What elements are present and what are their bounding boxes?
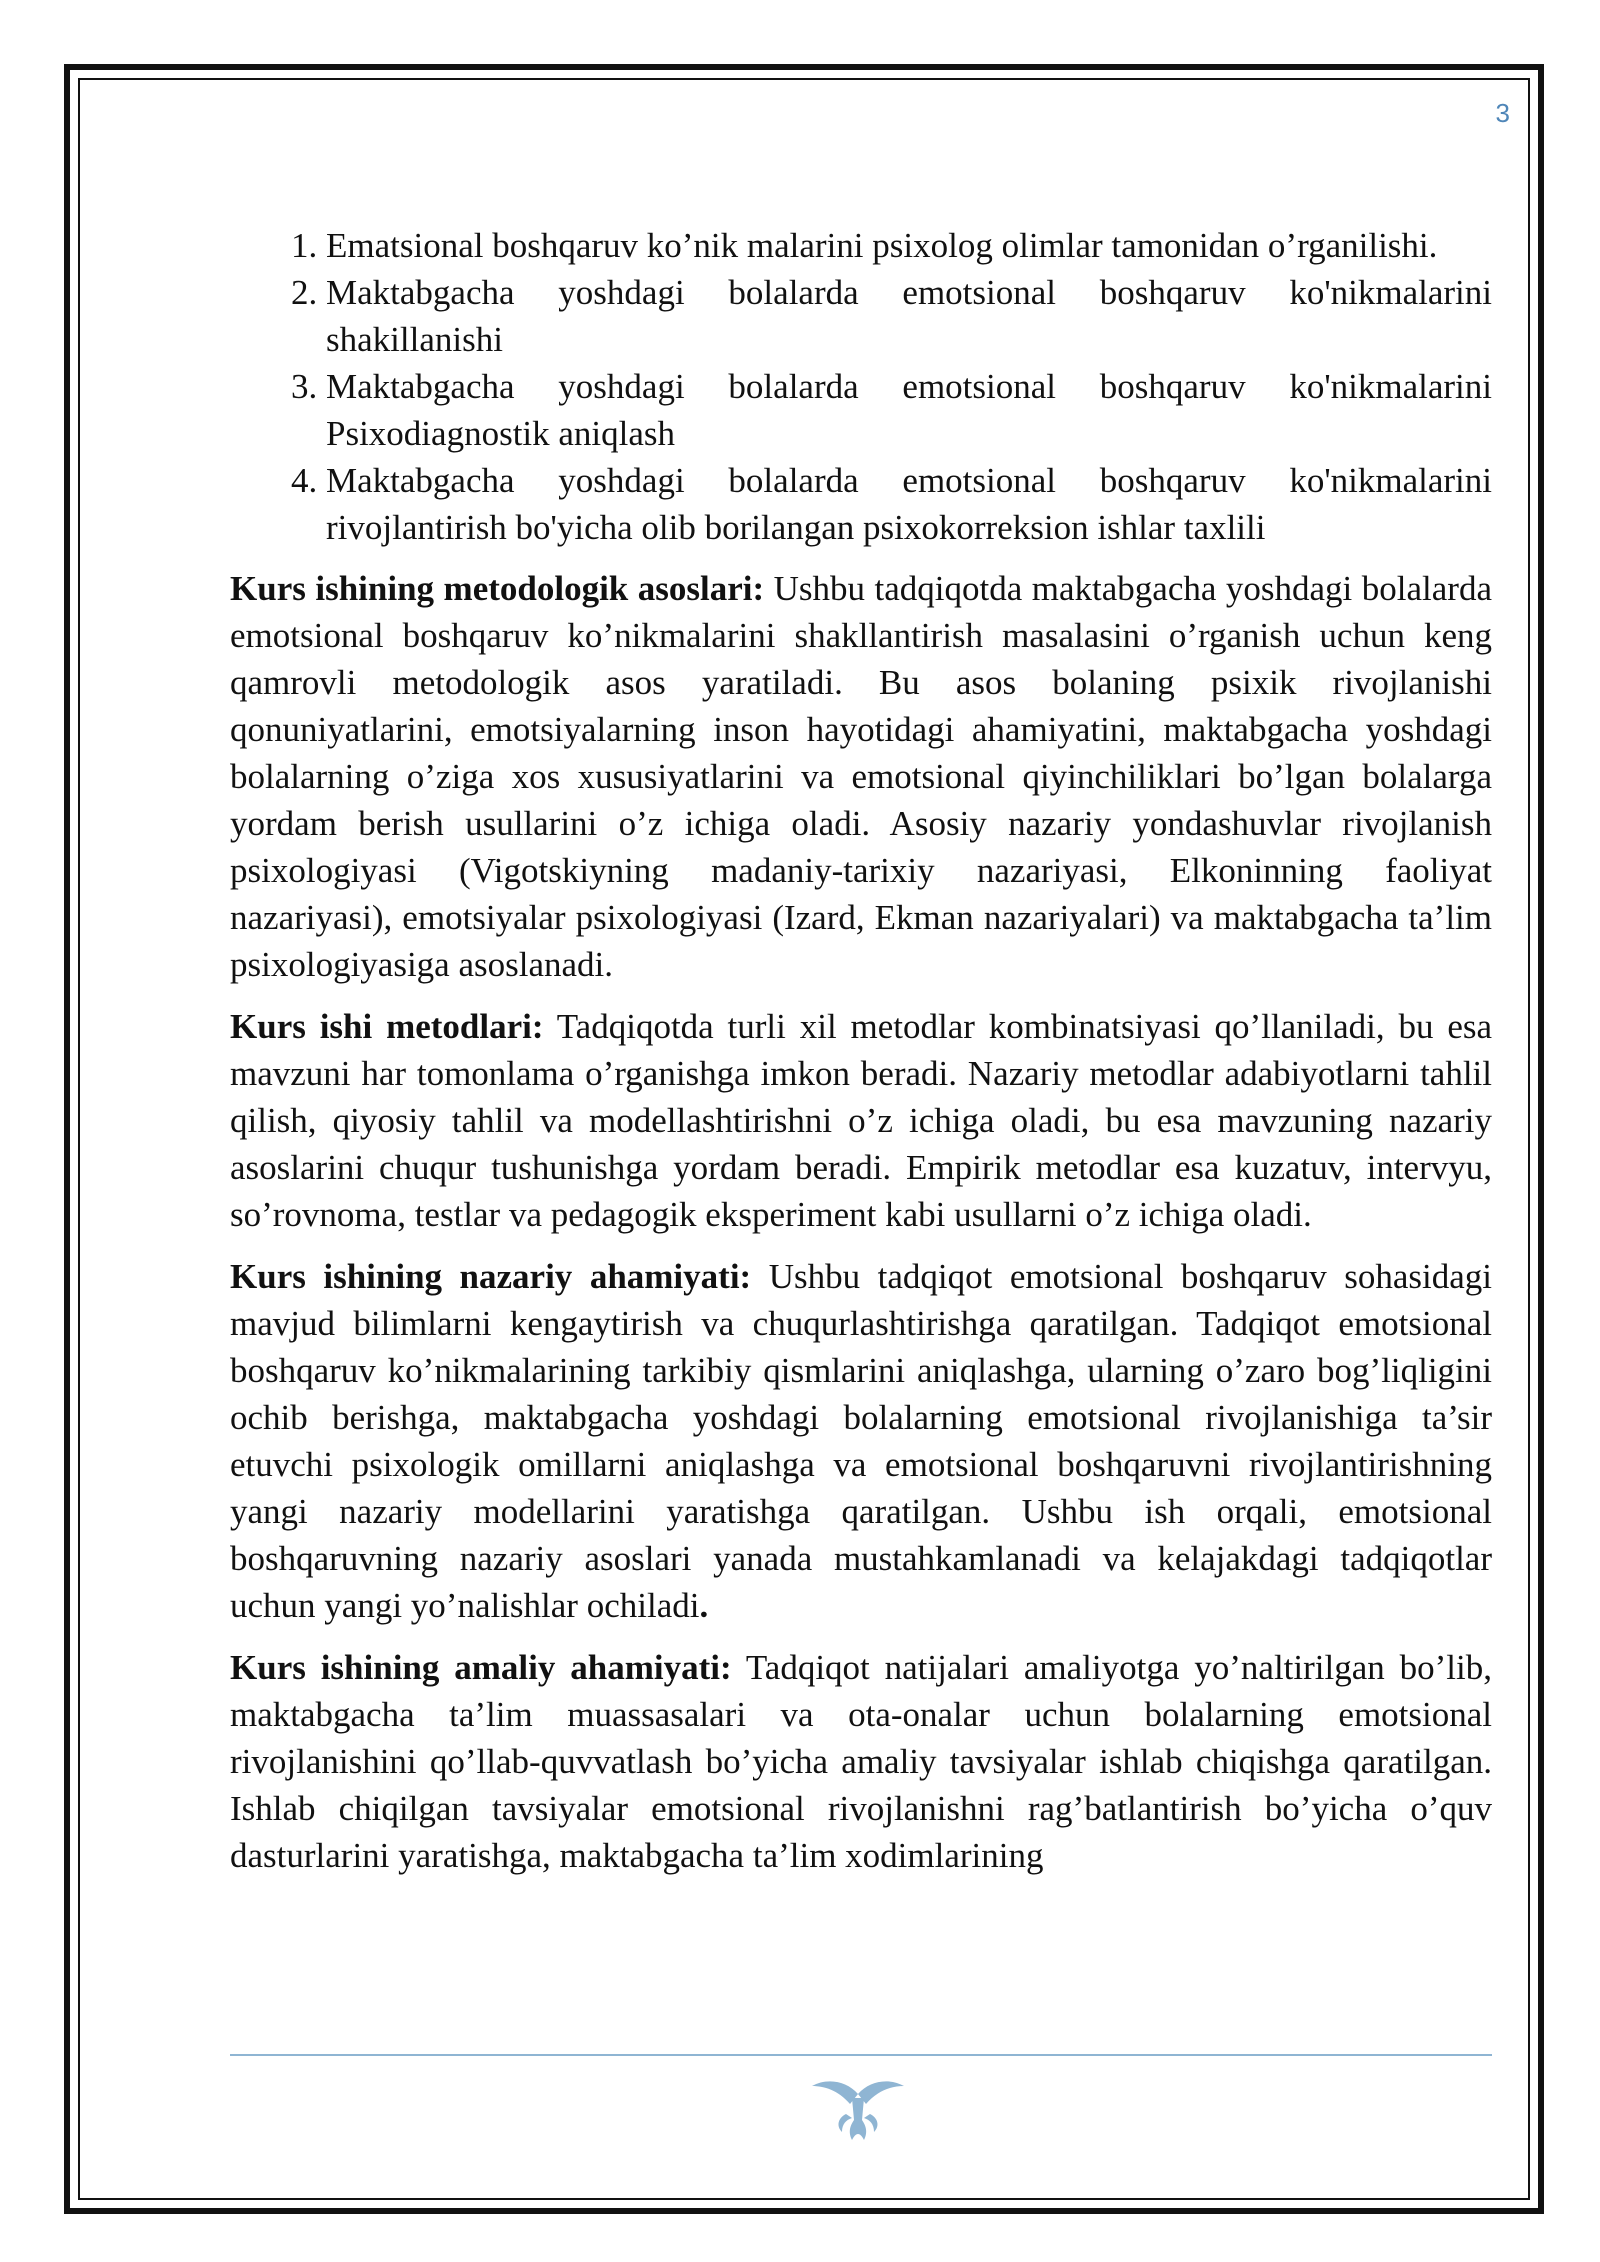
section-text: Ushbu tadqiqotda maktabgacha yoshdagi bolalarda emotsional boshqaruv ko’nikmalarini shakllantirish masalasini o’rganish uchun keng qamrovli metodologik asos yaratiladi. Bu asos bolaning psixik rivojlanishi qonuniyatlarini, emotsiyalarning inson hayotidagi ahamiyatini, maktabgacha yoshdagi bolalarning o’ziga xos xususiyatlarini va emotsional qiyinchiliklari bo’lgan bolalarga yordam berish usullarini o’z ichiga oladi. Asosiy nazariy yondashuvlar rivojlanish psixologiyasi (Vigotskiyning madaniy-tarixiy nazariyasi, Elkoninning faoliyat nazariyasi), emotsiyalar psixologiyasi (Izard, Ekman nazariyalari) va maktabgacha ta’lim psixologiyasiga asoslanadi. [230,569,1492,984]
goals-list-item: 3. Maktabgacha yoshdagi bolalarda emotsional boshqaruv ko'nikmalarini Psixodiagnostik aniqlash [326,363,1492,457]
goals-list-item: 1. Ematsional boshqaruv ko’nik malarini psixolog olimlar tamonidan o’rganilishi. [326,222,1492,269]
section-text: Tadqiqot natijalari amaliyotga yo’naltirilgan bo’lib, maktabgacha ta’lim muassasalari va ota-onalar uchun bolalarning emotsional rivojlanishini qo’llab-quvvatlash bo’yicha amaliy tavsiyalar ishlab chiqishga qaratilgan. Ishlab chiqilgan tavsiyalar emotsional rivojlanishni rag’batlantirish bo’yicha o’quv dasturlarini yaratishga, maktabgacha ta’lim xodimlarining [230,1648,1492,1875]
section-text: Tadqiqotda turli xil metodlar kombinatsiyasi qo’llaniladi, bu esa mavzuni har tomonlama o’rganishga imkon beradi. Nazariy metodlar adabiyotlarni tahlil qilish, qiyosiy tahlil va modellashtirishni o’z ichiga oladi, bu esa mavzuning nazariy asoslarini chuqur tushunishga yordam beradi. Empirik metodlar esa kuzatuv, intervyu, so’rovnoma, testlar va pedagogik eksperiment kabi usullarni o’z ichiga oladi. [230,1007,1493,1234]
section-methods [230,1003,1492,1238]
section-methodological-basis [230,565,1492,988]
goals-list [230,222,1492,551]
section-heading: Kurs ishining nazariy ahamiyati: [230,1257,752,1296]
section-heading: Kurs ishining metodologik asoslari: [230,569,765,608]
section-text: Ushbu tadqiqot emotsional boshqaruv sohasidagi mavjud bilimlarni kengaytirish va chuqurlashtirishga qaratilgan. Tadqiqot emotsional boshqaruv ko’nikmalarining tarkibiy qismlarini aniqlashga, ularning o’zaro bog’liqligini ochib berishga, maktabgacha yoshdagi bolalarning emotsional rivojlanishiga ta’sir etuvchi psixologik omillarni aniqlashga va emotsional boshqaruvni rivojlantirishning yangi nazariy modellarini yaratishga qaratilgan. Ushbu ish orqali, emotsional boshqaruvning nazariy asoslari yanada mustahkamlanadi va kelajakdagi tadqiqotlar uchun yangi yo’nalishlar ochiladi [230,1257,1493,1625]
section-tail: . [699,1586,709,1625]
document-body [230,222,1492,1894]
page-number: 3 [1495,98,1510,128]
goals-list-item: 2. Maktabgacha yoshdagi bolalarda emotsional boshqaruv ko'nikmalarini shakillanishi [326,269,1492,363]
section-heading: Kurs ishining amaliy ahamiyati: [230,1648,732,1687]
section-heading: Kurs ishi metodlari: [230,1007,544,1046]
section-practical-significance [230,1644,1492,1879]
goals-list-item: 4. Maktabgacha yoshdagi bolalarda emotsional boshqaruv ko'nikmalarini rivojlantirish bo'yicha olib borilangan psixokorreksion ishlar taxlili [326,457,1492,551]
floral-ornament-icon [808,2074,908,2146]
section-theoretical-significance [230,1253,1492,1629]
footer-rule [230,2054,1492,2056]
